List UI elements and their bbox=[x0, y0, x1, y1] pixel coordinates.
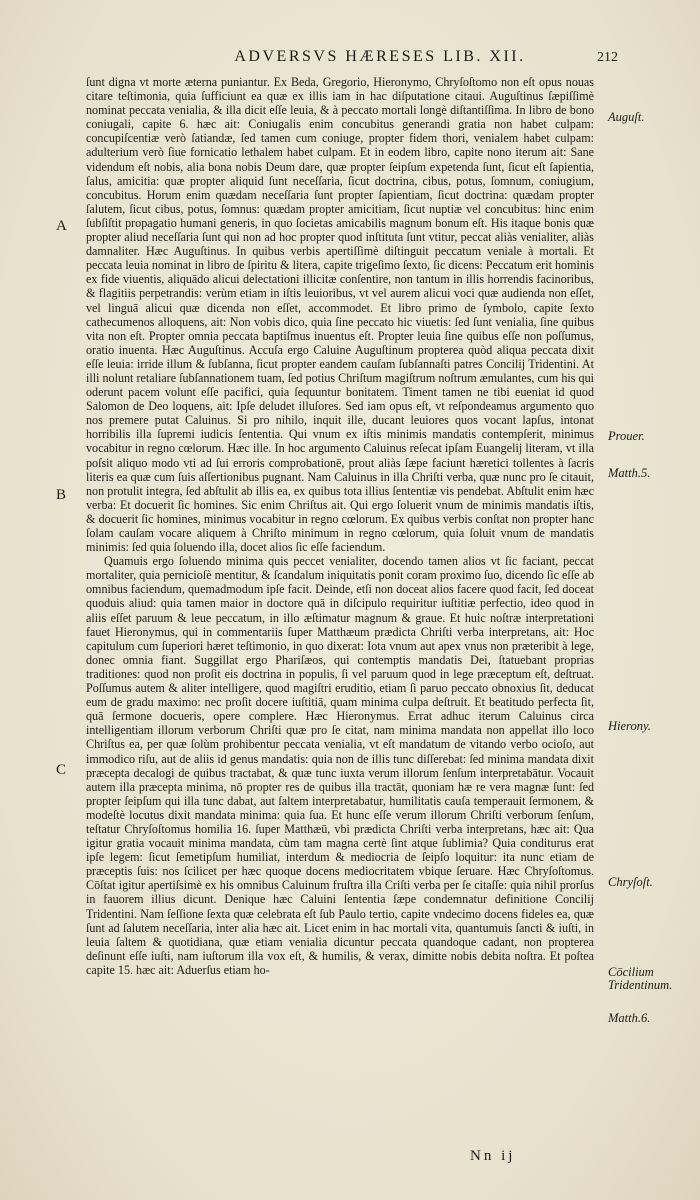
body-paragraph: Quamuis ergo ſoluendo minima quis peccet venialiter, docendo tamen alios vt ſic faciant, peccat mortaliter, quia pernicioſè mentitur, & ſcandalum iniquitatis ponit coram proximo ſuo, dicendo ſic eſſe ab omnibus faciendum, quemadmodum ipſe facit. Deinde, etſi non doceat alios facere quod facit, ſed doceat quoduis aliud: quia tamen maior in doctore quā in diſcipulo requiritur iuſtitiæ perfectio, ideo quod in aliis eſſet paruum & leue peccatum, in illo æſtimatur magnum & graue. Et huic noſtræ interpretationi fauet Hieronymus, qui in commentariis ſuper Matthæum prædicta Chriſti verba interpretans, ait: Hoc capitulum cum ſuperiori hæret teſtimonio, in quo dixerat: Iota vnum aut apex vnus non præteribit à lege, donec omnia fiant. Suggillat ergo Phariſæos, qui contemptis mandatis Dei, ſtatuebant proprias traditiones: quod non proſit eis doctrina in populis, ſi vel paruum quod in lege præceptum eſt, deſtruat. Poſſumus autem & aliter intelligere, quod magiſtri eruditio, etiam ſi paruo peccato obnoxius ſit, deducat eum de gradu maximo: nec proſit docere iuſtitiā, quam minima culpa deſtruit. Et beatitudo perfecta ſit, quā ſermone docueris, opere complere. Hæc Hieronymus. Errat adhuc iterum Caluinus circa intelligentiam illorum verborum Chriſti quæ pro ſe citat, nam minima mandata non appellat illo loco Chriſtus ea, per quæ ſolùm prohibentur peccata venialia, vt eſt mandatum de vitando verbo ocioſo, aut immodico riſu, aut de aliis id genus mandatis: quia non de illis tunc diſſerebat: ſed minima mandata dixit præcepta decalogi de quibus tractabat, & quæ tunc iuxta verum illorum ſenſum interpretabātur. Vocauit autem illa præcepta minima, nō propter res de quibus illa tractāt, quoniam hæ re vera magnæ ſunt: ſed propter ſeipſum qui illa tunc dabat, aut ſaltem interpretabatur, humilitatis cauſa temperauit ſermonem, & modeſtè locutus dixit mandata minima: quia ſua. Et hunc eſſe verum illorum Chriſti verborum ſenſum, teſtatur Chryſoſtomus homilia 16. ſuper Matthæū, vbi prædicta Chriſti verba interpretans, hæc ait: Qua igitur gratia vocauit minima mandata, cùm tam magna certè ſint atque ſublimia? Quia conditurus erat ipſe legem: ſicut ſemetipſum humiliat, interdum & mediocria de ſeipſo loquitur: ita nunc etiam de præceptis ſuis: nos ſcilicet per hæc quoque docens mediocritatem vbique ſeruare. Hæc Chryſoſtomus. Cōſtat igitur apertiſsimè ex his omnibus Caluinum fruſtra illa Criſti verba per ſe citaſſe: quia nihil prorſus in fauorem illius dicunt. Denique hæc Caluini ſententia ſæpe condemnatur definitione Concilij Tridentini. Nam ſeſſione ſexta quæ celebrata eſt ſub Paulo tertio, capite vndecimo docens fideles ea, quæ ſunt ad ſalutem neceſſaria, inter alia hæc ait. Licet enim in hac mortali vita, quantumuis ſancti & iuſti, in leuia ſaltem & quotidiana, quæ etiam venialia dicuntur peccata quandoque cadant, non propterea deſinunt eſſe iuſti, nam iuſtorum illa vox eſt, & humilis, & verax, dimitte nobis debita noſtra. Et poſtea capite 15. hæc ait: Aduerſus etiam ho- bbox=[86, 554, 594, 977]
margin-note: Auguſt. bbox=[608, 110, 645, 124]
margin-note: Prouer. bbox=[608, 429, 645, 443]
margin-section-letter: C bbox=[56, 762, 67, 778]
page-header bbox=[0, 48, 700, 72]
margin-note: Cōcilium Tridentinum. bbox=[608, 965, 673, 992]
body-paragraph: ſunt digna vt morte æterna puniantur. Ex Beda, Gregorio, Hieronymo, Chryſoſtomo non eſt opus nouas citare teſtimonia, quia ſufficiunt ea quæ ex illis iam in hac diſputatione citaui. Auguſtinus ſæpiſſimè nominat peccata venialia, & illa dicit eſſe leuia, & à peccato mortali longè diſtantiſſima. In libro de bono coniugali, capite 6. hæc ait: Coniugalis enim concubitus generandi gratia non habet culpam: concupiſcentiæ verò ſatiandæ, ſed tamen cum coniuge, propter fidem thori, venialem habet culpam: adulterium verò ſiue fornicatio lethalem habet culpam. Et in eodem libro, capite nono iterum ait: Sane videndum eſt nobis, alia bona nobis Deum dare, quæ propter ſeipſum expetenda ſunt, ſicut eſt ſapientia, ſalus, amicitia: quæ propter aliquid ſunt neceſſaria, ſicut doctrina, cibus, potus, ſomnum, coniugium, concubitus. Horum enim quædam neceſſaria ſunt propter ſapientiam, ſicut doctrina: quædam propter ſalutem, ſicut cibus, potus, ſomnus: quædam propter amicitiam, ſicut nuptiæ vel concubitus: hinc enim ſubſiſtit propagatio humani generis, in quo ſocietas amicabilis magnum bonum eſt. His itaque bonis quæ propter aliud neceſſaria ſunt qui non ad hoc propter quod inſtituta ſunt vtitur, peccat aliàs venialiter, aliàs damnaliter. Hæc Auguſtinus. In quibus verbis apertiſſimè diſtinguit peccatum veniale à mortali. Et peccata leuia nominat in libro de ſpiritu & litera, capite trigeſimo ſexto, ſic dicens: Peccatum erit hominis ex fide viuentis, aliquādo alicui delectationi illicitæ conſentire, non tantum in illis horrendis facinoribus, & flagitiis perpetrandis: verùm etiam in iſtis leuioribus, vt vel aurem alicui voci quæ audienda non eſſet, vel linguā alicui quæ dicenda non eſſet, accommodet. Et libro primo de ſymbolo, capite ſexto cathecumenos alloquens, ait: Non vobis dico, quia ſine peccato hic viuetis: ſed ſunt venialia, ſine quibus vita non eſt. Propter omnia peccata baptiſmus inuentus eſt. Propter leuia ſine quibus eſſe non poſſumus, oratio inuenta. Hæc Auguſtinus. Accuſa ergo Caluine Auguſtinum propterea quòd aliqua peccata dixit eſſe leuia: irride illum & ſubſanna, ſicut propter eandem cauſam ſubſannaſti patres Concilij Tridentini. At illi nolunt retaliare ſubſannationem tuam, ſed potius Chriſtum magiſtrum noſtrum æmulantes, cum his qui oderunt pacem volunt eſſe pacifici, quia ſequuntur bonitatem. Timent tamen ne tibi eueniat id quod Salomon de Deo loquens, ait: Ipſe deludet illuſores. Sed iam opus eſt, vt reſpondeamus argumento quo nos premere putat Caluinus. Si pro nihilo, inquit ille, ducant leuiores quos vocant lapſus, intonat horribilis illa ſupremi iudicis ſententia. Qui vnum ex iſtis minimis mandatis contempſerit, minimus vocabitur in regno cœlorum. Hæc ille. In hoc argumento Caluinus reſecat ipſam Euangelij literam, vt illa poſsit aliquo modo vti ad ſui erroris comprobationē, prout aliàs ſæpe faciunt hæretici tollentes à ſacris literis ea quæ cum ſuis aſſertionibus pugnant. Nam Caluinus in illa Chriſti verba, quæ nunc pro ſe citauit, non protulit integra, ſed abſtulit ab illis ea, ex quibus tota illius ſententiæ vis pendebat. Abſtulit enim hæc verba: Et docuerit ſic homines. Sic enim Chriſtus ait. Qui ergo ſoluerit vnum de minimis mandatis iſtis, & docuerit ſic homines, minimus vocabitur in regno cœlorum. Ex quibus verbis conſtat non propter hanc ſolam cauſam vocare aliquem à Chriſto minimum in regno cœlorum, quia ſoluit vnum de mandatis minimis: ſed quia ſoluendo illa, docet alios ſic eſſe faciendum. bbox=[86, 75, 594, 555]
margin-note: Hierony. bbox=[608, 719, 651, 733]
main-text-column bbox=[86, 75, 594, 977]
margin-note: Matth.5. bbox=[608, 466, 651, 480]
page-number: 212 bbox=[597, 50, 618, 65]
margin-section-letter: B bbox=[56, 487, 67, 503]
margin-note: Chryſoſt. bbox=[608, 875, 653, 889]
running-head: ADVERSVS HÆRESES LIB. XII. bbox=[234, 48, 526, 65]
margin-section-letter: A bbox=[56, 218, 67, 234]
margin-note: Matth.6. bbox=[608, 1011, 651, 1025]
signature-mark: Nn ij bbox=[470, 1148, 516, 1164]
